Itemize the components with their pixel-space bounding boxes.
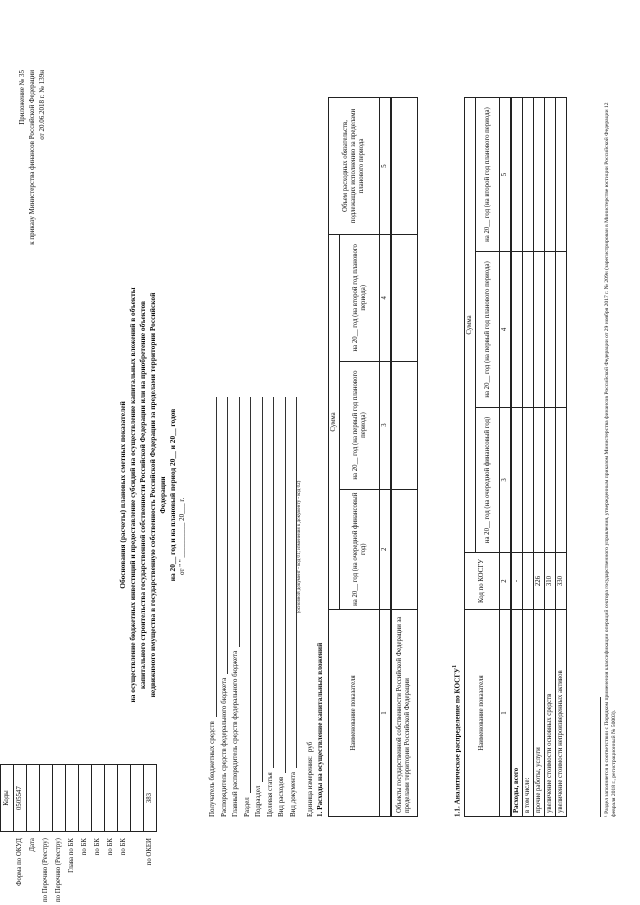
code-okud-value: 0505547 <box>14 765 27 832</box>
value-cell[interactable] <box>523 252 534 408</box>
value-cell[interactable] <box>523 407 534 552</box>
col-header: на 20__ год (на первый год планового периода) <box>476 252 500 408</box>
title-line-5: на 20__ год и на плановый период 20__ и 20__ годов <box>167 408 177 582</box>
col-number: 4 <box>380 235 392 362</box>
col-number: 3 <box>380 361 392 489</box>
title-line-3: капитального строительства государственной собственности Российской Федерации или на приобретение объектов <box>137 300 147 690</box>
row-label: увеличение стоимости основных средств <box>545 610 556 817</box>
col-header: Сумма <box>465 98 476 553</box>
table-row <box>391 98 417 817</box>
value-cell[interactable] <box>511 98 523 252</box>
row-label: Объекты государственной собственности Российской Федерации за пределами территории Российской Федерации <box>391 610 417 817</box>
fill-line[interactable] <box>265 397 274 768</box>
value-cell[interactable] <box>534 407 545 552</box>
appendix-number: Приложение № 35 <box>18 70 26 125</box>
row-code: 330 <box>556 553 567 610</box>
section-1-title: 1. Расходы на осуществление капитальных вложений <box>316 642 324 817</box>
col-header: на 20__ год (на первый год планового периода) <box>340 361 380 489</box>
code-label: по ОКЕИ <box>145 838 153 866</box>
value-cell[interactable] <box>511 252 523 408</box>
section-11-title: 1.1. Аналитическое распределение по КОСГУ$^1$ <box>452 664 462 817</box>
value-cell[interactable] <box>556 98 567 252</box>
code-value <box>92 765 105 832</box>
code-value <box>105 765 118 832</box>
code-value <box>53 765 66 832</box>
row-label: увеличение стоимости непроизведенных активов <box>556 610 567 817</box>
code-label: по БК <box>80 838 88 856</box>
col-header: на 20__ год (на очередной финансовый год) <box>476 407 500 552</box>
col-number: 1 <box>500 610 512 817</box>
code-okei-value: 383 <box>144 765 157 832</box>
value-cell[interactable] <box>545 252 556 408</box>
meta-field: Вид расходов <box>274 397 286 817</box>
document-meta <box>205 397 314 817</box>
row-code: 310 <box>545 553 556 610</box>
code-label: Глава по БК <box>67 838 75 873</box>
code-value <box>27 765 40 832</box>
appendix-header <box>18 70 47 330</box>
code-value <box>118 765 131 832</box>
value-cell[interactable] <box>523 98 534 252</box>
doc-type-note: (основной документ - код 01; изменения к документу - код 02) <box>297 480 302 614</box>
code-label: по БК <box>119 838 127 856</box>
col-header: Код по КОСГУ <box>465 553 500 610</box>
row-label: Расходы, всего <box>511 610 523 817</box>
table-row <box>556 98 567 817</box>
code-label: по БК <box>93 838 101 856</box>
codes-table <box>0 764 157 905</box>
meta-field: Получатель бюджетных средств <box>205 397 217 817</box>
code-label: по БК <box>106 838 114 856</box>
col-header: на 20__ год (на второй год планового периода) <box>476 98 500 252</box>
fill-line[interactable] <box>208 397 217 717</box>
row-label: прочие работы, услуги <box>534 610 545 817</box>
col-number: 3 <box>500 407 512 552</box>
code-label <box>131 832 144 905</box>
col-number: 5 <box>380 98 392 235</box>
value-cell[interactable] <box>534 98 545 252</box>
title-line-4: недвижимого имущества в государственную собственность Российской Федерации за пределами территории Российской Федерации <box>147 292 167 698</box>
fill-line[interactable] <box>242 397 251 793</box>
footnote: ¹ Раздел заполняется в соответствии с Порядком применения классификации операций сектора государственного управления, утвержденным приказом Министерства финансов Российской Федерации от 29 ноября 2017 г. № 209н (зарегистрирован в Министерстве юстиции Российской Федерации 12 февраля 2018 г., регистрационный № 50003). <box>604 102 618 817</box>
document-date-line: от " " __________ 20___ г. <box>178 497 186 575</box>
title-line-1: Обоснования (расчеты) плановых сметных показателей <box>118 401 127 589</box>
fill-line[interactable] <box>288 397 297 768</box>
table-row <box>534 98 545 817</box>
meta-field: Раздел <box>240 397 252 817</box>
value-cell[interactable] <box>391 98 417 235</box>
col-header: на 20__ год (на второй год планового периода) <box>340 235 380 362</box>
code-value <box>131 765 144 832</box>
value-cell[interactable] <box>545 98 556 252</box>
code-label: по Перечню (Реестру) <box>54 838 62 902</box>
fill-line[interactable] <box>254 397 263 782</box>
value-cell[interactable] <box>511 407 523 552</box>
col-number: 2 <box>500 553 512 610</box>
meta-field: Распорядитель средств федерального бюджета <box>217 397 229 817</box>
value-cell[interactable] <box>556 407 567 552</box>
code-value <box>79 765 92 832</box>
footnote-marker: 1 <box>452 664 458 668</box>
row-code: 226 <box>534 553 545 610</box>
col-header: Сумма <box>329 235 340 610</box>
meta-field: Подраздел <box>251 397 263 817</box>
col-number: 1 <box>380 610 392 817</box>
table-row <box>511 98 523 817</box>
col-header: на 20__ год (на очередной финансовый год) <box>340 489 380 609</box>
col-header: Наименование показателя <box>465 610 500 817</box>
fill-line[interactable] <box>219 397 228 674</box>
unit-value: руб <box>306 741 315 753</box>
col-number: 4 <box>500 252 512 408</box>
document-title <box>118 285 178 705</box>
footnote-divider <box>600 697 601 817</box>
unit-row <box>303 397 315 817</box>
title-line-2: на осуществление бюджетных инвестиций и предоставление субсидий на осуществление капитальных вложений в объекты <box>127 287 137 703</box>
col-header: Объем расходных обязательств, подлежащих исполнению за пределами планового периода <box>329 98 380 235</box>
codes-header: Коды <box>1 765 14 832</box>
order-reference: к приказу Министерства финансов Российской Федерации <box>27 70 36 245</box>
value-cell[interactable] <box>545 407 556 552</box>
value-cell[interactable] <box>391 489 417 609</box>
fill-line[interactable] <box>231 397 240 647</box>
code-label: по Перечню (Реестру) <box>41 838 49 902</box>
value-cell[interactable] <box>391 235 417 362</box>
code-label: Дата <box>28 838 36 852</box>
meta-field: Вид документа <box>286 397 298 817</box>
meta-field: Главный распорядитель средств федерального бюджета <box>228 397 240 817</box>
code-label: Форма по ОКУД <box>15 838 23 886</box>
value-cell[interactable] <box>534 252 545 408</box>
table-row <box>545 98 556 817</box>
unit-label: Единица измерения: <box>306 756 315 817</box>
capital-expenses-table <box>328 97 418 817</box>
row-code: - <box>511 553 523 610</box>
table-row <box>523 98 534 817</box>
meta-field: Целевая статья <box>263 397 275 817</box>
value-cell[interactable] <box>391 361 417 489</box>
kosgu-table <box>464 97 567 817</box>
row-code <box>523 553 534 610</box>
value-cell[interactable] <box>556 252 567 408</box>
code-value <box>40 765 53 832</box>
fill-line[interactable] <box>277 397 286 773</box>
col-header: Наименование показателя <box>329 610 380 817</box>
row-label: в том числе: <box>523 610 534 817</box>
order-date: от 20.06.2018 г. № 139н <box>37 70 46 140</box>
col-number: 2 <box>380 489 392 609</box>
col-number: 5 <box>500 98 512 252</box>
code-value <box>66 765 79 832</box>
